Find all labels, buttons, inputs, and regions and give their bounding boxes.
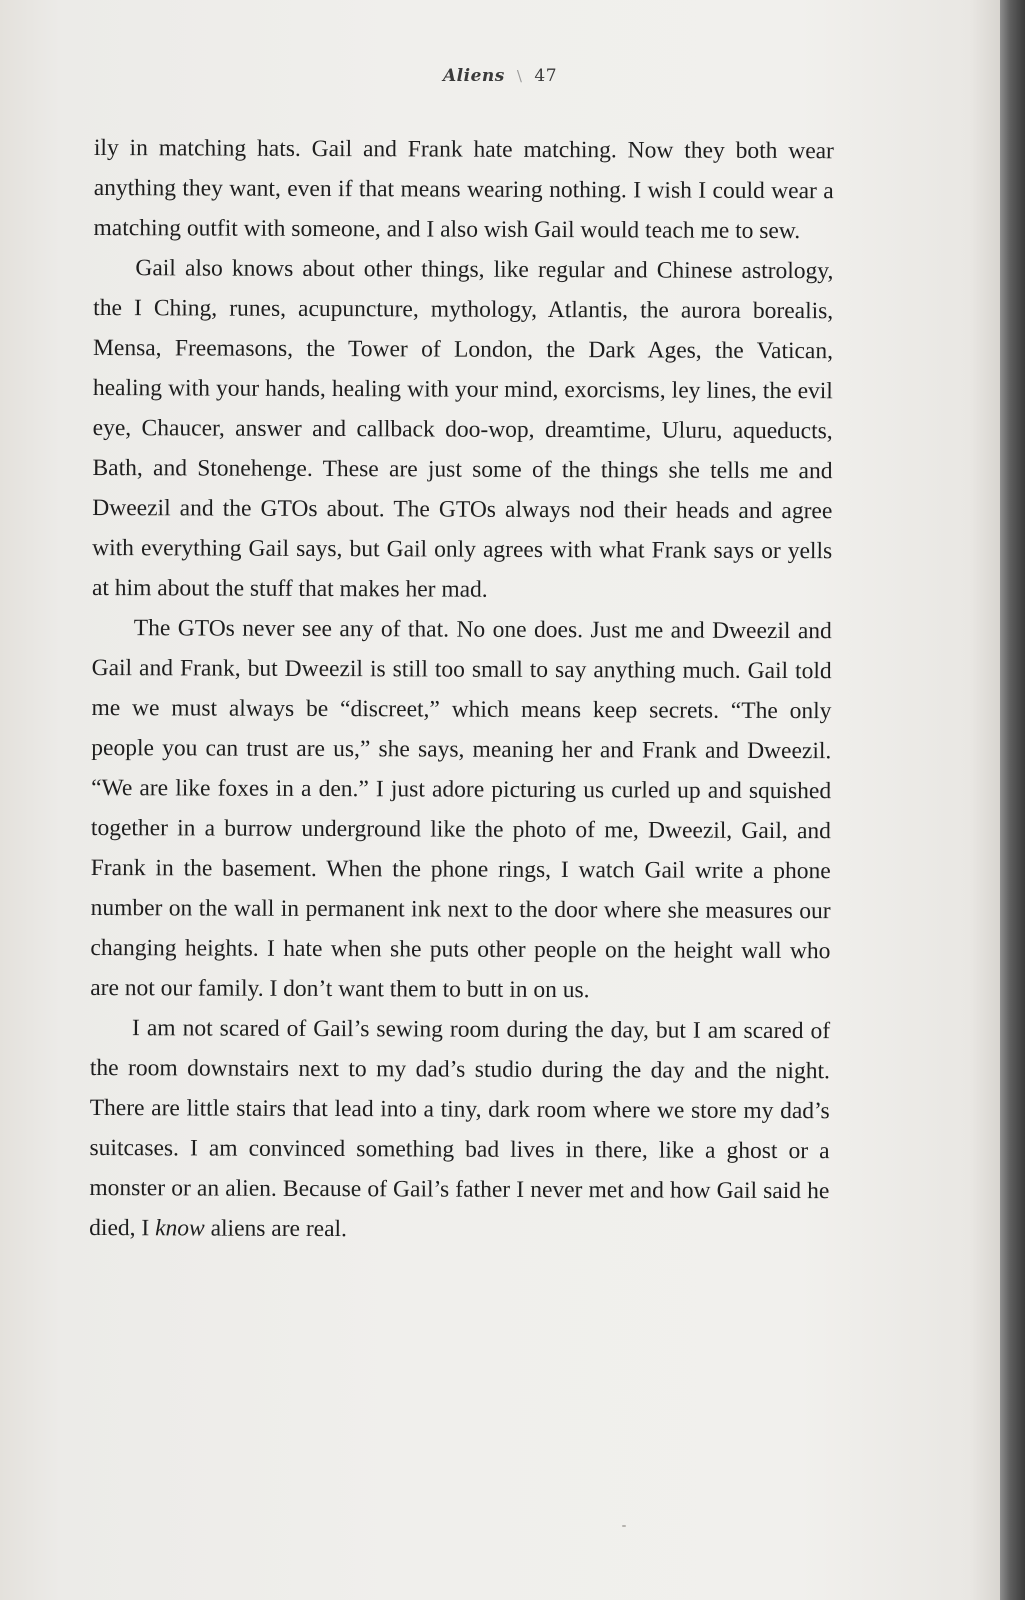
running-head — [0, 66, 1000, 86]
paragraph-continued: ily in matching hats. Gail and Frank hate matching. Now they both wear anything they want, even if that means wearing nothing. I wish I could wear a matching outfit with someone, and I also wish Gail would teach me to sew. — [93, 134, 834, 245]
paragraph: The GTOs never see any of that. No one does. Just me and Dweezil and Gail and Frank, but Dweezil is still too small to say anything much. Gail told me we must always be “discreet,” which means keep secrets. “The only people you can trust are us,” she says, meaning her and Frank and Dweezil. “We are like foxes in a den.” I just adore picturing us curled up and squished together in a burrow underground like the photo of me, Dweezil, Gail, and Frank in the basement. When the phone rings, I watch Gail write a phone number on the wall in permanent ink next to the door where she measures our changing heights. I hate when she puts other people on the height wall who are not our family. I don’t want them to butt in on us. — [90, 615, 832, 1004]
paragraph-text: I am not scared of Gail’s sewing room during the day, but I am scared of the room downstairs next to my dad’s studio during the day and the night. There are little stairs that lead into a tiny, dark room where we store my dad’s suitcases. I am convinced something bad lives in there, like a ghost or a monster or an alien. Because of Gail’s father I never met and how Gail said he died, I — [89, 1015, 831, 1242]
paper-speck — [622, 1525, 626, 1527]
paragraph-text: aliens are real. — [204, 1215, 348, 1243]
emphasized-word: know — [155, 1215, 205, 1242]
paragraph: Gail also knows about other things, like regular and Chinese astrology, the I Ching, runes, acupuncture, mythology, Atlantis, the aurora borealis, Mensa, Freemasons, the Tower of London, the Dark Ages, the Vatican, healing with your hands, healing with your mind, exorcisms, ley lines, the evil eye, Chaucer, answer and callback doo-wop, dreamtime, Uluru, aqueducts, Bath, and Stonehenge. These are just some of the things she tells me and Dweezil and the GTOs about. The GTOs always nod their heads and agree with everything Gail says, but Gail only agrees with what Frank says or yells at him about the stuff that makes her mad. — [91, 255, 834, 603]
chapter-title: Aliens — [442, 66, 505, 86]
body-text — [89, 128, 834, 1251]
paragraph — [89, 1008, 830, 1251]
page-number: 47 — [534, 66, 558, 86]
running-head-separator: \ — [516, 67, 523, 85]
page-edge — [1000, 0, 1025, 1600]
